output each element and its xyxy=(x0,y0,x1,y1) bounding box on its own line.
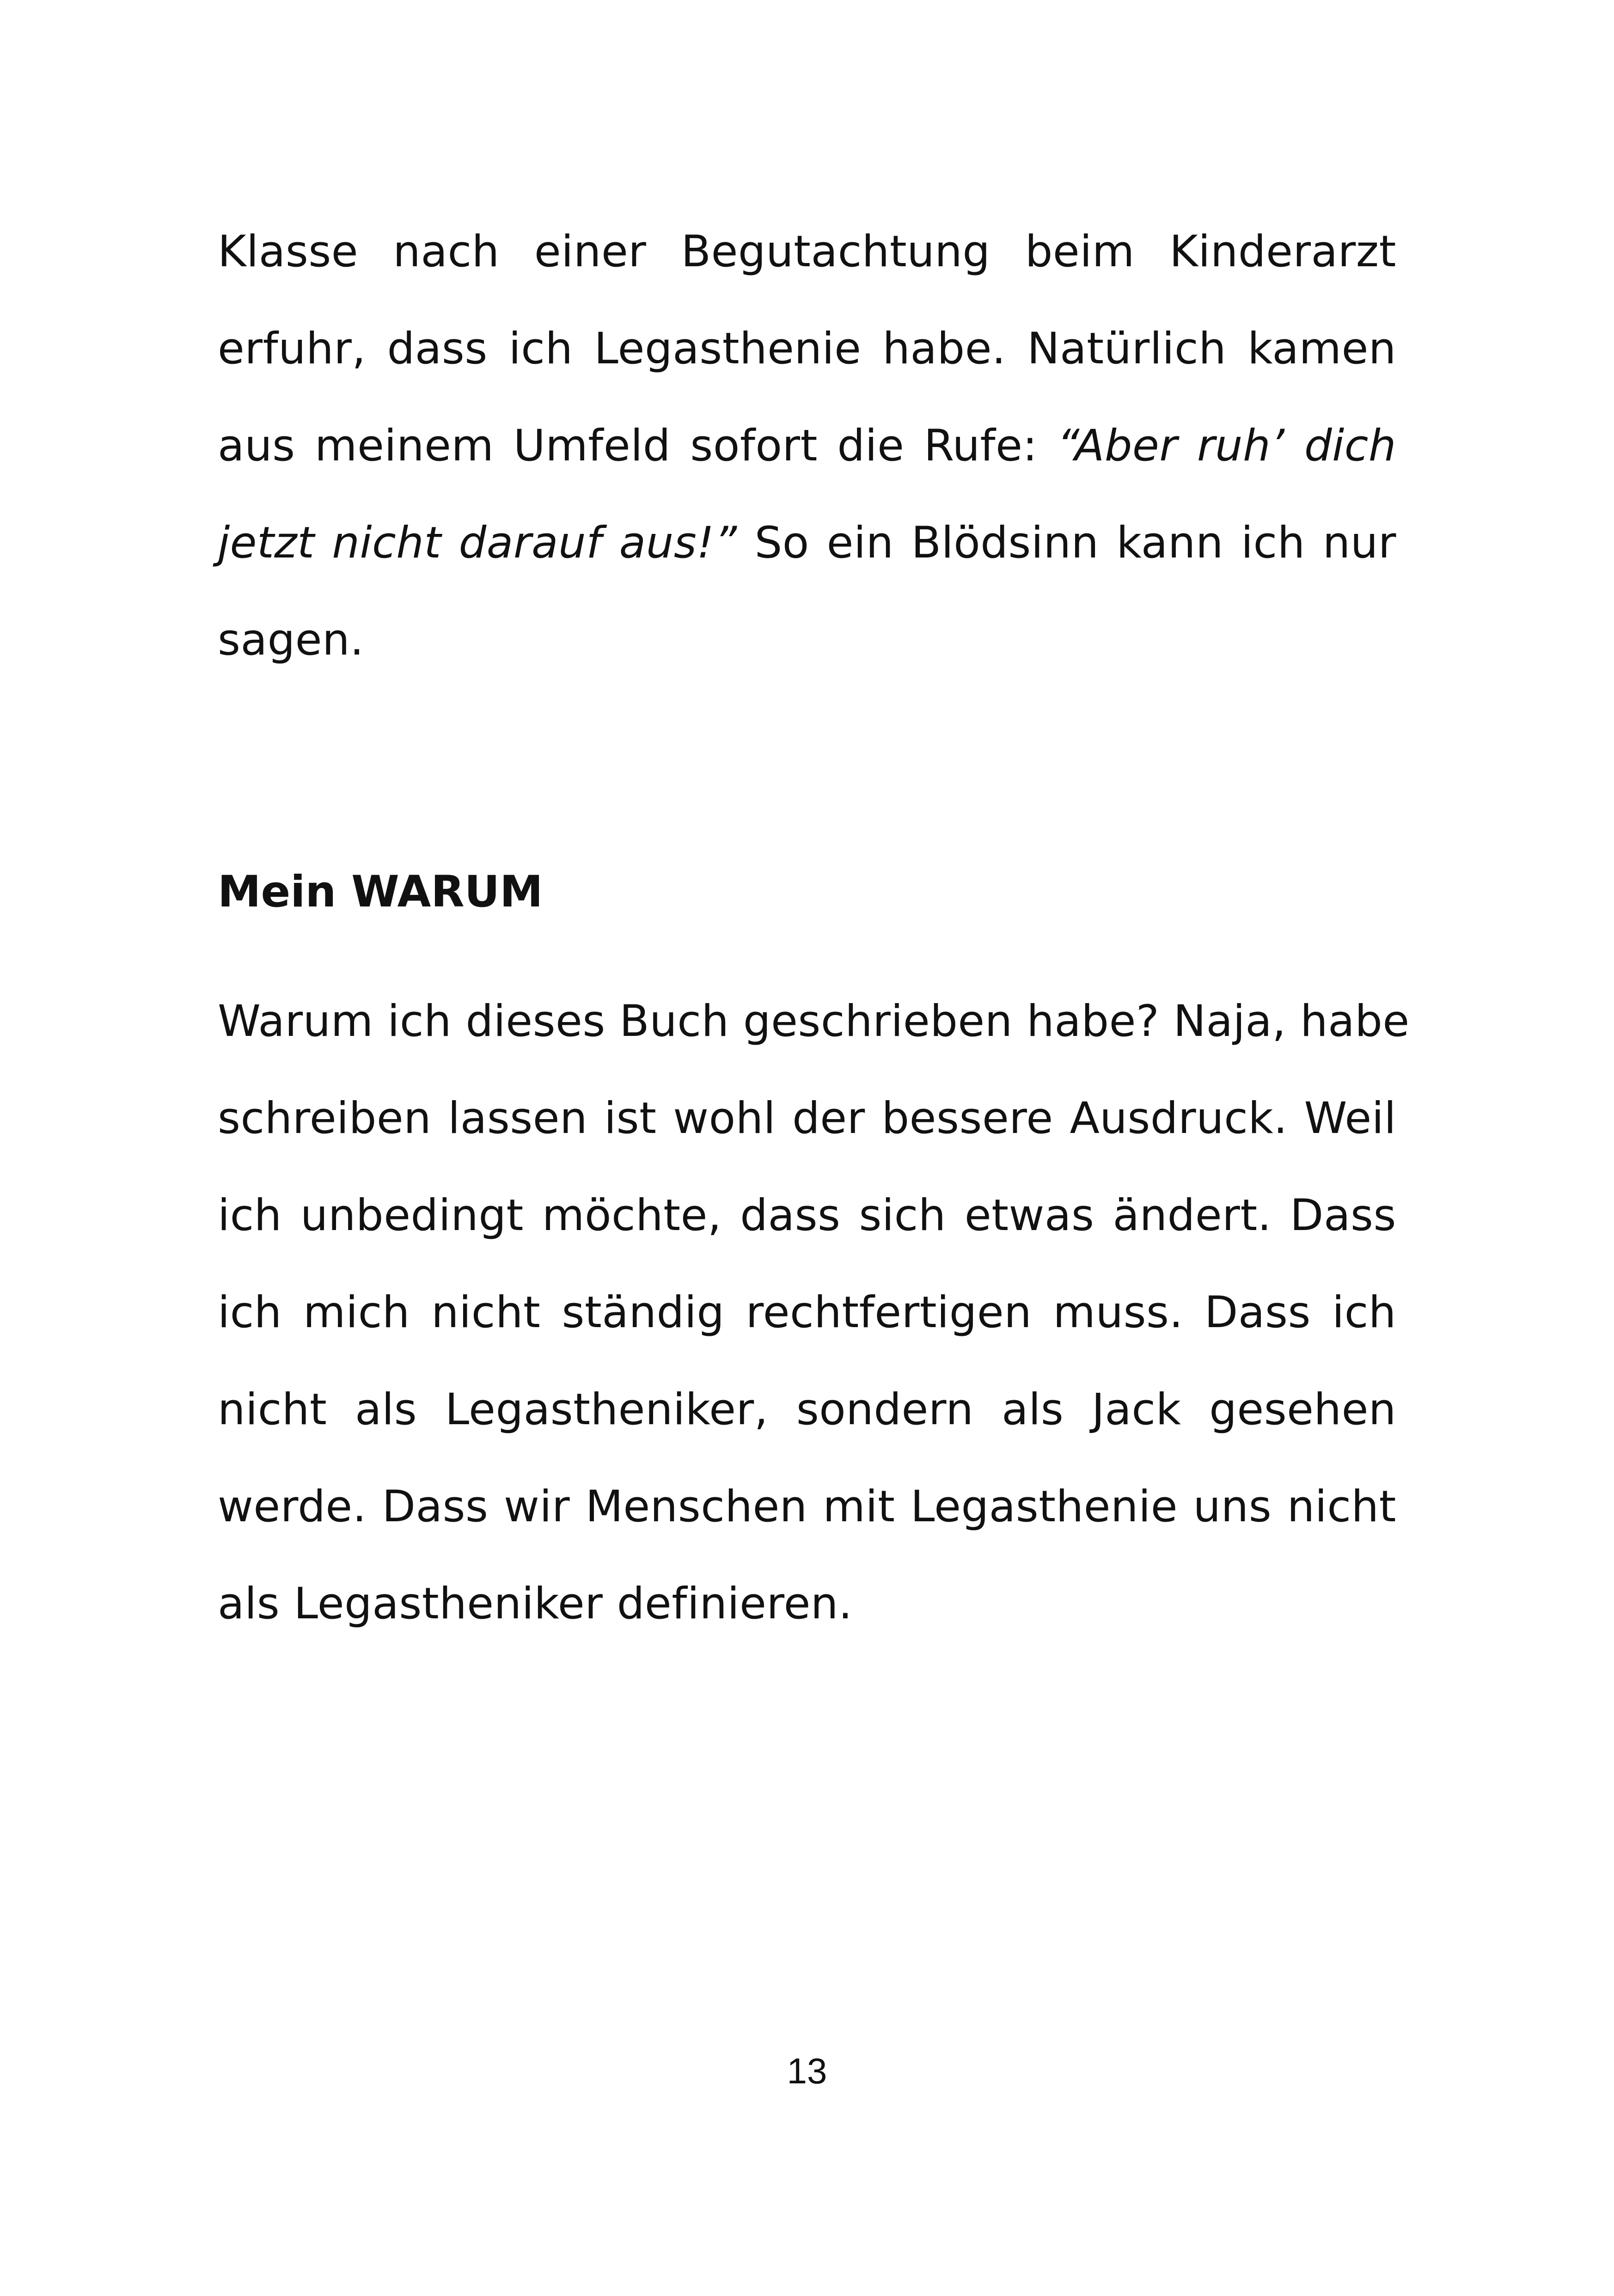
text-span: aus meinem Umfeld sofort die Rufe: xyxy=(218,421,1057,471)
text-span: So ein Blödsinn kann ich nur xyxy=(737,518,1397,568)
text-line xyxy=(218,418,1396,474)
text-line: ich unbedingt möchte, dass sich etwas ändert. Dass xyxy=(218,1190,1396,1241)
text-line xyxy=(218,515,1396,571)
page-number: 13 xyxy=(787,2051,827,2091)
text-line: sagen. xyxy=(218,615,364,665)
text-line: erfuhr, dass ich Legasthenie habe. Natürlich kamen xyxy=(218,324,1396,374)
text-line: Klasse nach einer Begutachtung beim Kinderarzt xyxy=(218,227,1396,277)
text-line: schreiben lassen ist wohl der bessere Ausdruck. Weil xyxy=(218,1093,1396,1144)
text-line: als Legastheniker definieren. xyxy=(218,1579,853,1629)
text-line: Warum ich dieses Buch geschrieben habe? Naja, habe xyxy=(218,996,1410,1047)
text-line: ich mich nicht ständig rechtfertigen muss. Dass ich xyxy=(218,1287,1396,1338)
text-line: werde. Dass wir Menschen mit Legasthenie uns nicht xyxy=(218,1482,1396,1532)
quote-span: jetzt nicht darauf aus!” xyxy=(218,518,737,568)
quote-span: “Aber ruh’ dich xyxy=(1057,421,1396,471)
section-heading: Mein WARUM xyxy=(218,867,543,917)
text-line: nicht als Legastheniker, sondern als Jack gesehen xyxy=(218,1384,1396,1435)
